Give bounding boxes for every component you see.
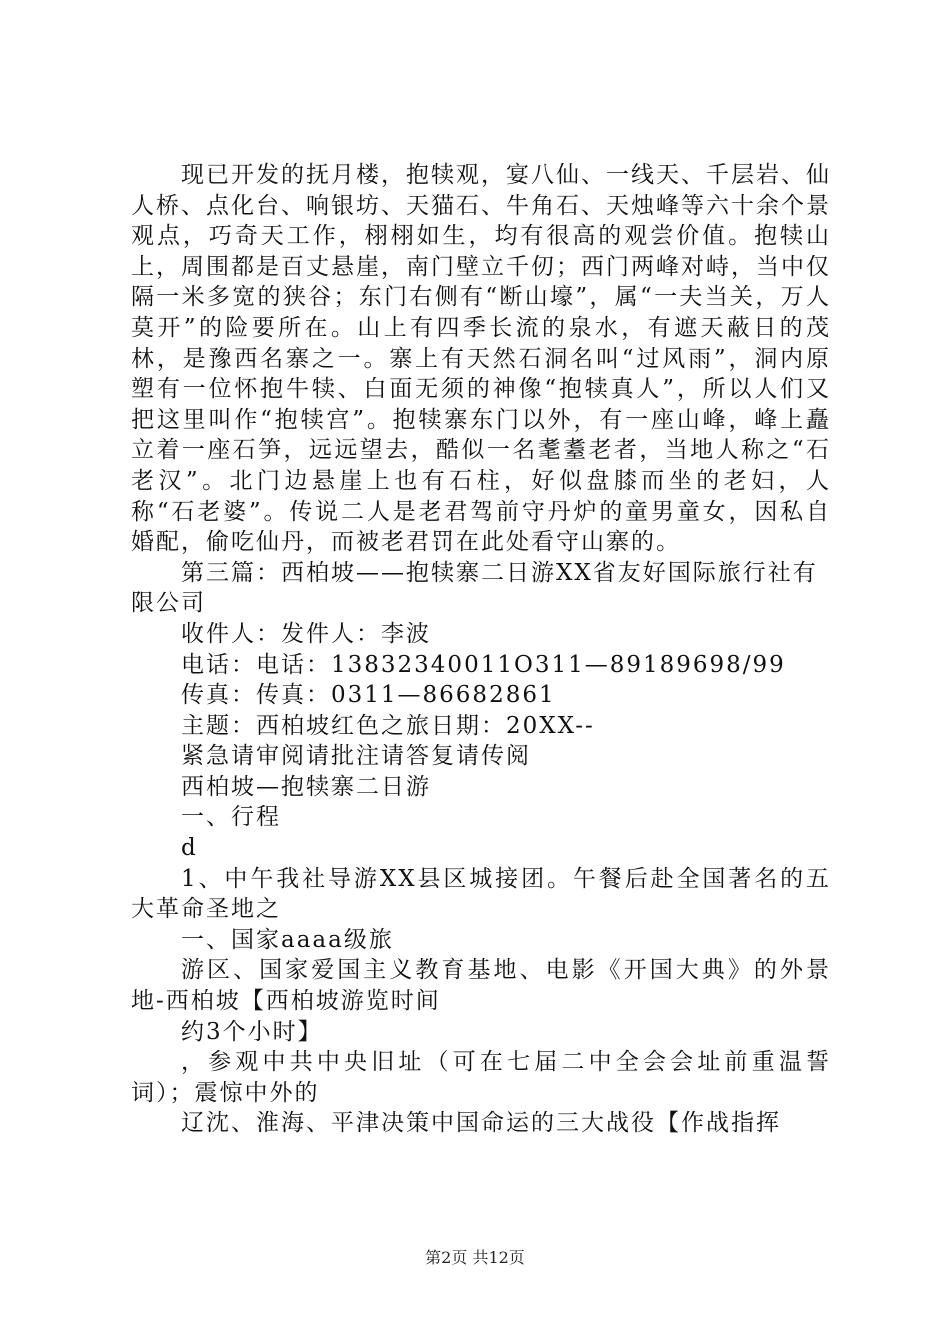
paragraph-recipient-sender: 收件人：发件人：李波 [181,620,431,647]
paragraph-subject-date: 主题：西柏坡红色之旅日期：20XX-- [181,712,595,739]
paragraph-urgency: 紧急请审阅请批注请答复请传阅 [181,743,531,770]
paragraph-itinerary-heading: 一、行程 [181,804,281,831]
paragraph-itinerary-6: 辽沈、淮海、平津决策中国命运的三大战役【作战指挥 [181,1110,781,1137]
paragraph-section-title: 第三篇：西柏坡——抱犊寨二日游XX省友好国际旅行社有限公司 [131,559,818,617]
paragraph-tour-title: 西柏坡—抱犊寨二日游 [181,773,431,800]
paragraph-fax: 传真：传真：0311—86682861 [181,682,556,709]
paragraph-scenic-description: 现已开发的抚月楼，抱犊观，宴八仙、一线天、千层岩、仙人桥、点化台、响银坊、天猫石、牛角石、天烛峰等六十余个景观点，巧奇天工作，栩栩如生，均有很高的观尝价值。抱犊山上，周围都是百丈悬崖，南门壁立千仞；西门两峰对峙，当中仅隔一米多宽的狭谷；东门右侧有“断山壕”，属“一夫当关，万人莫开”的险要所在。山上有四季长流的泉水，有遮天蔽日的茂林，是豫西名寨之一。寨上有天然石洞名叫“过风雨”，洞内原塑有一位怀抱牛犊、白面无须的神像“抱犊真人”，所以人们又把这里叫作“抱犊宫”。抱犊寨东门以外，有一座山峰，峰上矗立着一座石笋，远远望去，酷似一名耄耋老者，当地人称之“石老汉”。北门边悬崖上也有石柱，好似盘膝而坐的老妇，人称“石老婆”。传说二人是老君驾前守丹炉的童男童女，因私自婚配，偷吃仙丹，而被老君罚在此处看守山寨的。 [131,162,831,556]
paragraph-itinerary-1: 1、中午我社导游XX县区城接团。午餐后赴全国著名的五大革命圣地之 [131,865,831,923]
document-body [131,160,831,1139]
paragraph-itinerary-5: ，参观中共中央旧址（可在七届二中全会会址前重温誓词）；震惊中外的 [131,1049,831,1106]
paragraph-d: d [181,835,198,862]
paragraph-itinerary-2: 一、国家aaaa级旅 [181,926,394,953]
paragraph-itinerary-3: 游区、国家爱国主义教育基地、电影《开国大典》的外景地-西柏坡【西柏坡游览时间 [131,957,831,1015]
page-number-footer: 第2页 共12页 [425,1248,525,1267]
paragraph-itinerary-4: 约3个小时】 [181,1018,323,1045]
paragraph-phone: 电话：电话：13832340011O311—89189698/99 [181,651,786,678]
